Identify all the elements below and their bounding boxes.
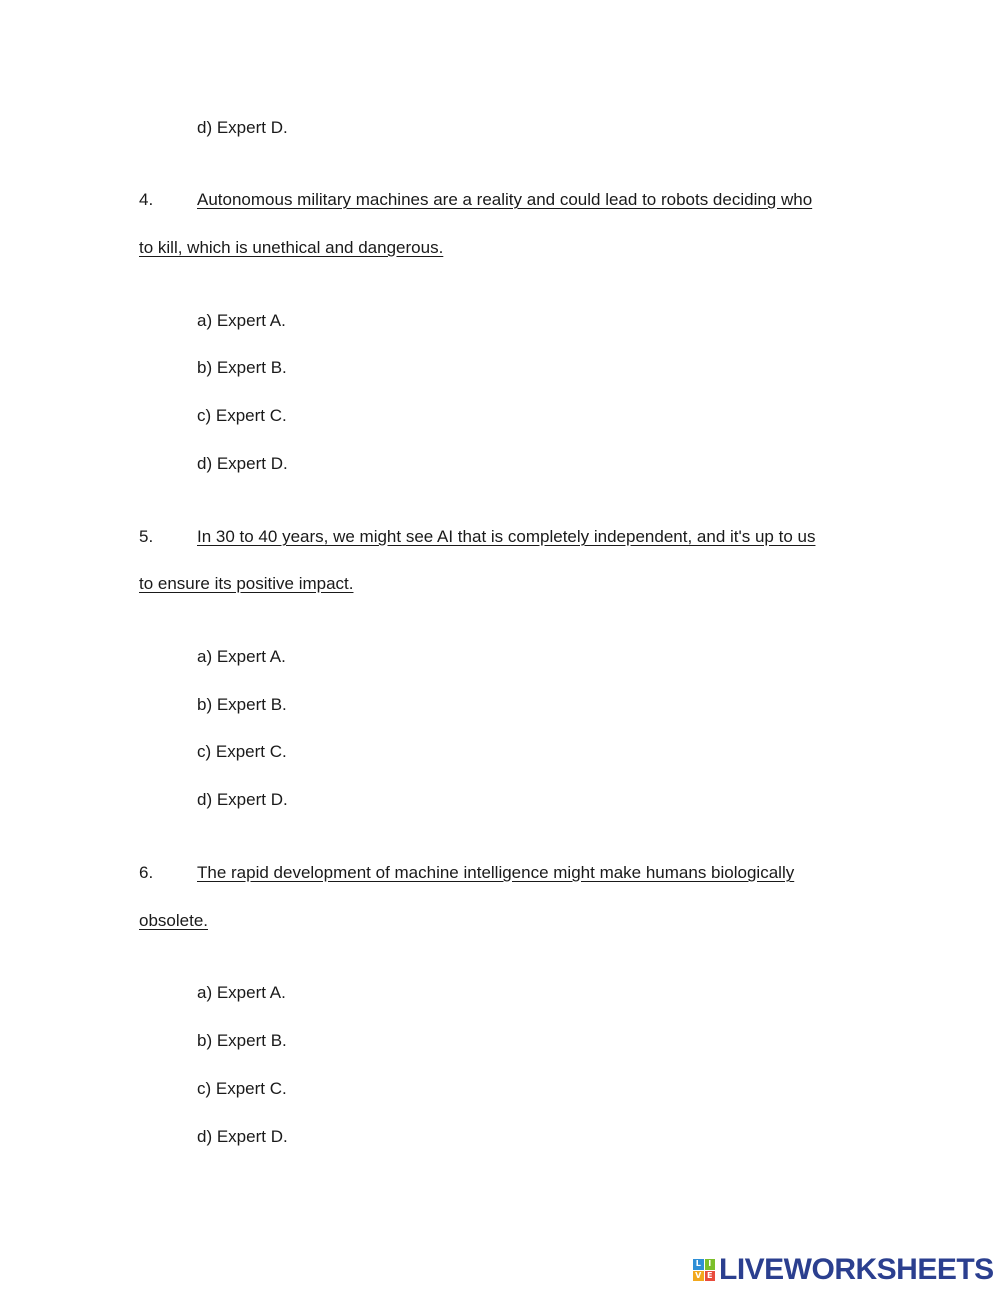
q4-text-line2: to kill, which is unethical and dangerous. (139, 238, 444, 257)
q5-option-d[interactable]: d) Expert D. (197, 790, 288, 809)
q6-number: 6. (139, 863, 154, 882)
q6-option-b[interactable]: b) Expert B. (197, 1031, 287, 1050)
q6-option-d[interactable]: d) Expert D. (197, 1127, 288, 1146)
logo-tile-e: E (705, 1271, 716, 1282)
q6-option-c[interactable]: c) Expert C. (197, 1079, 287, 1098)
logo-tile-v: V (693, 1271, 704, 1282)
q4-option-c[interactable]: c) Expert C. (197, 406, 287, 425)
q5-text-line2: to ensure its positive impact. (139, 574, 354, 593)
q6-option-a[interactable]: a) Expert A. (197, 983, 286, 1002)
q4-option-d[interactable]: d) Expert D. (197, 454, 288, 473)
q5-number: 5. (139, 527, 154, 546)
q4-text-line1: Autonomous military machines are a reality and could lead to robots deciding who (197, 190, 813, 209)
q4-option-a[interactable]: a) Expert A. (197, 311, 286, 330)
liveworksheets-logo (693, 1253, 994, 1286)
q5-option-a[interactable]: a) Expert A. (197, 647, 286, 666)
q4-number: 4. (139, 190, 154, 209)
q6-text-line2: obsolete. (139, 911, 208, 930)
logo-tile-i: I (705, 1259, 716, 1270)
q5-option-c[interactable]: c) Expert C. (197, 742, 287, 761)
q5-option-b[interactable]: b) Expert B. (197, 695, 287, 714)
logo-tile-l: L (693, 1259, 704, 1270)
q6-text-line1: The rapid development of machine intelligence might make humans biologically (197, 863, 795, 882)
logo-wordmark: LIVEWORKSHEETS (719, 1253, 994, 1286)
q5-text-line1: In 30 to 40 years, we might see AI that is completely independent, and it's up to us (197, 527, 816, 546)
q4-option-b[interactable]: b) Expert B. (197, 358, 287, 377)
liveworksheets-logo-icon (693, 1259, 715, 1281)
q3-option-d[interactable]: d) Expert D. (197, 118, 288, 137)
